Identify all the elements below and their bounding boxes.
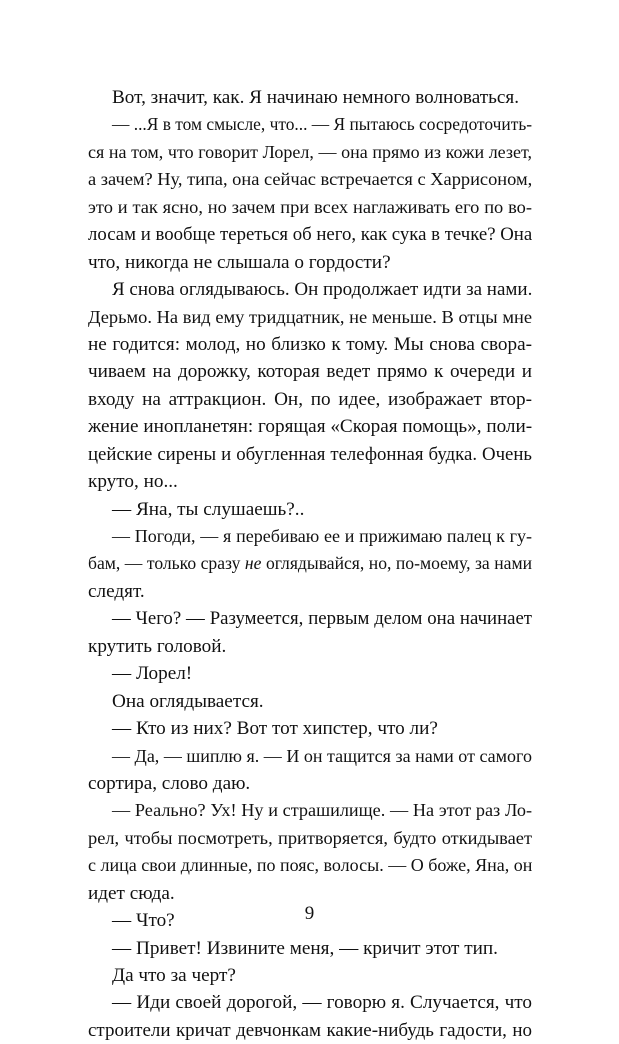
text-line: — Иди своей дорогой, — говорю я. Случается, что [112,992,532,1014]
text-line: строители кричат девчонкам какие-нибудь гадости, но [88,1019,532,1041]
text-line: чиваем на дорожку, которая ведет прямо к очереди и [88,361,532,383]
text-line: сортира, слово даю. [88,772,251,794]
text-line: лосам и вообще тереться об него, как сука в течке? Она [88,224,533,246]
text-line: — Лорел! [112,663,193,685]
text-line: — Привет! Извините меня, — кричит этот тип. [112,937,498,959]
text-line: а зачем? Ну, типа, она сейчас встречается с Харрисоном, [88,169,533,190]
text-line: входу на аттракцион. Он, по идее, изображает втор- [88,388,532,410]
text-line: идет сюда. [88,882,175,904]
text-line: рел, чтобы посмотреть, притворяется, будто откидывает [88,827,532,848]
body-text [88,84,532,1044]
text-line: ся на том, что говорит Лорел, — она прямо из кожи лезет, [88,141,532,162]
page-number: 9 [304,903,315,924]
text-line: Дерьмо. На вид ему тридцатник, не меньше. В отцы мне [88,306,532,327]
text-line: — Что? [112,910,175,932]
text-line: — Чего? — Разумеется, первым делом она начинает [112,608,532,630]
text-line: — Да, — шиплю я. — И он тащится за нами от самого [112,745,532,766]
text-line: не годится: молод, но близко к тому. Мы снова свора- [88,333,532,355]
text-line: — Яна, ты слушаешь?.. [112,498,305,520]
text-line: с лица свои длинные, по пояс, волосы. — О боже, Яна, он [88,855,533,876]
text-line: круто, но... [88,471,178,493]
text-line: что, никогда не слышала о гордости? [88,251,391,273]
text-line: — Реально? Ух! Ну и страшилище. — На этот раз Ло- [112,800,532,821]
text-line: это и так ясно, но зачем при всех наглаживать его по во- [88,196,532,217]
text-line: Да что за черт? [112,965,236,986]
emphasis: не [244,553,262,574]
text-line: цейские сирены и обугленная телефонная будка. Очень [88,443,532,465]
text-line: крутить головой. [88,635,227,657]
text-line: Я снова оглядываюсь. Он продолжает идти за нами. [112,279,533,301]
text-line: Вот, значит, как. Я начинаю немного волноваться. [112,87,520,108]
text-line: бам, — только сразу не оглядывайся, но, по-моему, за нами [88,553,532,574]
text-line: — ...Я в том смысле, что... — Я пытаюсь сосредоточить- [112,114,533,135]
text-line: Она оглядывается. [112,690,264,712]
text-line: следят. [88,580,145,602]
text-line: — Кто из них? Вот тот хипстер, что ли? [112,718,438,740]
text-line: жение инопланетян: горящая «Скорая помощь», поли- [88,416,533,438]
text-line: — Погоди, — я перебиваю ее и прижимаю палец к гу- [112,526,532,546]
